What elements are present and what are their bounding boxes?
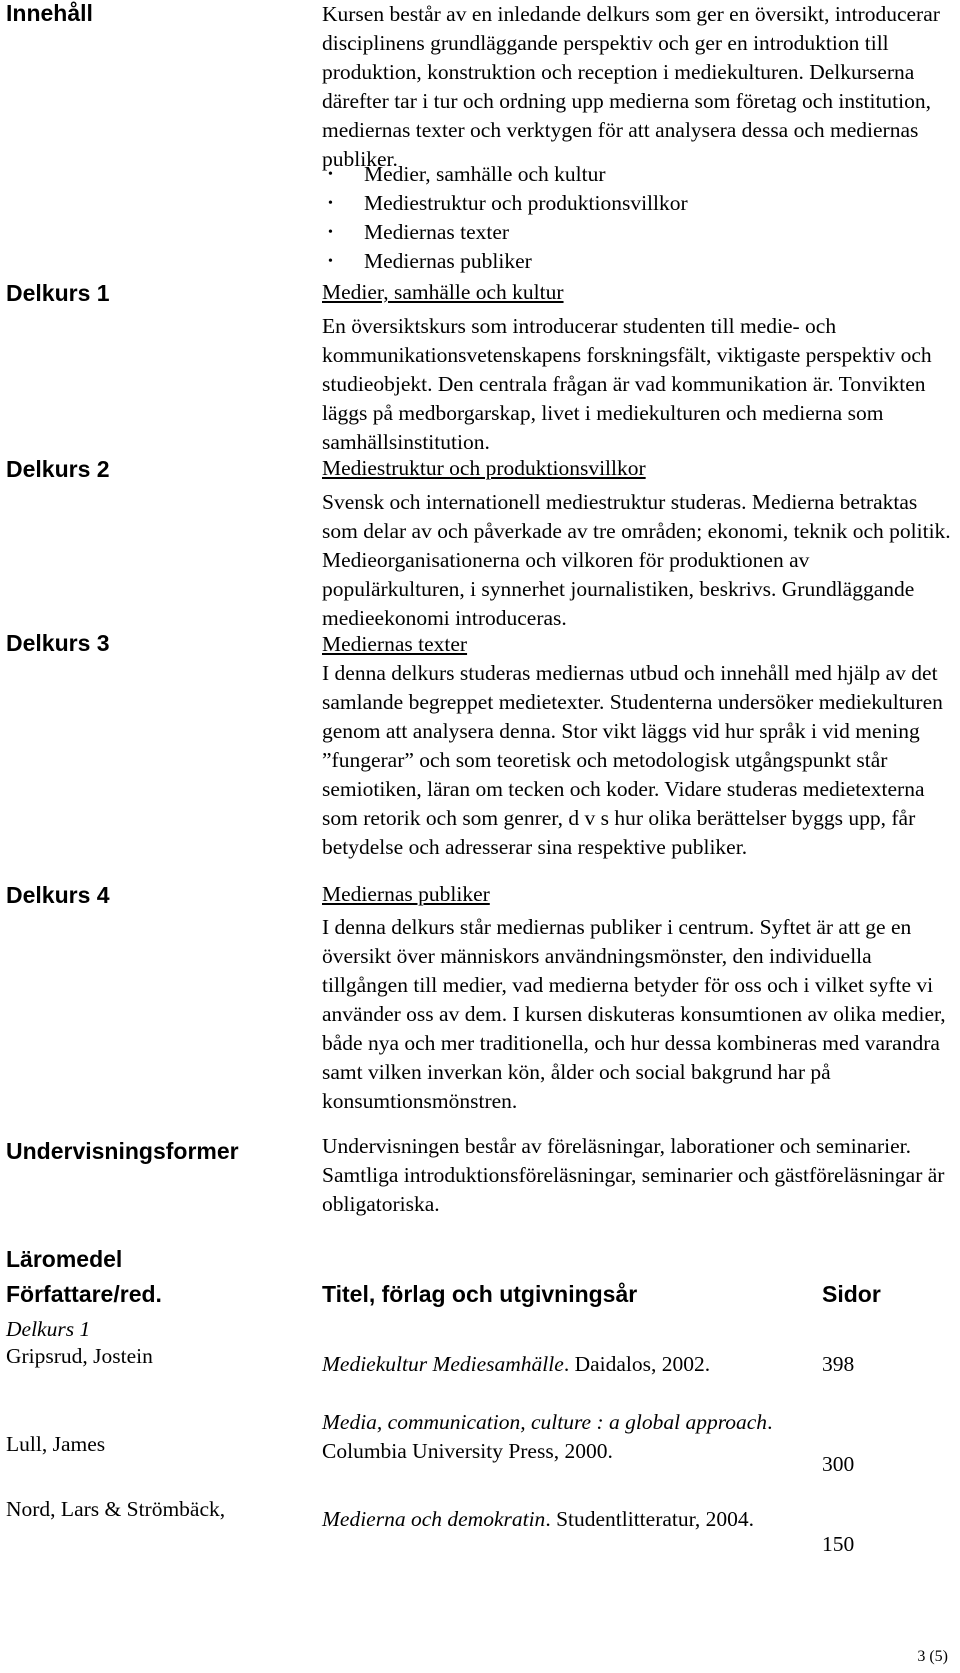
heading-delkurs-3: Delkurs 3 [6, 630, 110, 656]
col-author-header: Författare/red. [6, 1281, 162, 1307]
delkurs-2-text: Svensk och internationell mediestruktur studeras. Medierna betraktas som delar av och påverkade av tre områden; ekonomi, teknik och politik. Medieorganisationerna och vilkoren för produktionen av populärkulturen, i synnerhet journalistiken, beskrivs. Grundläggande medieekonomi introduceras. [322, 490, 951, 630]
heading-delkurs-1: Delkurs 1 [6, 280, 110, 306]
list-item: • Medier, samhälle och kultur [322, 160, 952, 189]
delkurs-1-title: Medier, samhälle och kultur [322, 280, 564, 304]
delkurs-3-title: Mediernas texter [322, 632, 468, 656]
intro-paragraph: Kursen består av en inledande delkurs som ger en översikt, introducerar disciplinens grundläggande perspektiv och ger en introduktion till produktion, konstruktion och reception i mediekulturen. Delkurserna därefter tar i tur och ordning upp medierna som företag och institution, mediernas texter och verktygen för att analysera dessa och mediernas publiker. [322, 2, 940, 171]
literature-group-label: Delkurs 1 [6, 1317, 91, 1341]
book-title: Media, communication, culture : a global approach [322, 1410, 768, 1434]
delkurs-1-text: En översiktskurs som introducerar studenten till medie- och kommunikationsvetenskapens forskningsfält, viktigaste perspektiv och studieobjekt. Den centrala frågan är vad kommunikation är. Tonvikten läggs på medborgarskap, livet i mediekulturen och medierna som samhällsinstitution. [322, 314, 932, 454]
delkurs-4-title: Mediernas publiker [322, 882, 490, 906]
literature-pages: 300 [822, 1452, 855, 1476]
literature-title [322, 1350, 812, 1379]
book-publisher: . Daidalos, 2002. [563, 1352, 711, 1376]
col-title-header: Titel, förlag och utgivningsår [322, 1281, 638, 1307]
literature-title [322, 1408, 812, 1466]
book-title: Mediekultur Mediesamhälle [322, 1352, 564, 1376]
book-publisher: . [767, 1410, 773, 1434]
list-item: • Mediernas publiker [322, 247, 952, 276]
literature-author: Lull, James [6, 1432, 106, 1456]
undervisning-text: Undervisningen består av föreläsningar, laborationer och seminarier. Samtliga introduktionsföreläsningar, seminarier och gästföreläsningar är obligatoriska. [322, 1134, 945, 1216]
literature-author: Gripsrud, Jostein [6, 1344, 153, 1368]
book-publisher-line-2: Columbia University Press, 2000. [322, 1439, 613, 1463]
delkurs-4-text: I denna delkurs står mediernas publiker i centrum. Syftet är att ge en översikt över människors användningsmönster, den individuella tillgången till medier, vad medierna betyder för oss och i vilket syfte vi använder oss av dem. I kursen diskuteras konsumtionen av olika medier, både nya och mer traditionella, och hur dessa kombineras med varandra samt vilken inverkan kön, ålder och social bakgrund har på konsumtionsmönstren. [322, 915, 946, 1113]
heading-delkurs-2: Delkurs 2 [6, 456, 110, 482]
heading-delkurs-4: Delkurs 4 [6, 882, 110, 908]
page-number: 3 (5) [917, 1648, 948, 1665]
book-title: Medierna och demokratin [322, 1507, 546, 1531]
delkurs-3-text: I denna delkurs studeras mediernas utbud och innehåll med hjälp av det samlande begreppet medietexter. Studenterna undersöker mediekulturen genom att analysera denna. Stor vikt läggs vid hur språk i vid mening ”fungerar” och som teoretisk och metodologisk utgångspunkt står semiotiken, läran om tecken och koder. Vidare studeras medietexterna som retorik och som genrer, d v s hur olika berättelser byggs upp, får betydelse och adresserar sina respektive publiker. [322, 661, 943, 859]
literature-pages: 398 [822, 1352, 855, 1376]
heading-innehall: Innehåll [6, 0, 93, 26]
literature-author: Nord, Lars & Strömbäck, [6, 1497, 226, 1521]
heading-laromedel: Läromedel [6, 1246, 123, 1272]
heading-undervisningsformer: Undervisningsformer [6, 1138, 239, 1164]
literature-pages: 150 [822, 1532, 855, 1556]
col-pages-header: Sidor [822, 1281, 881, 1307]
book-publisher: . Studentlitteratur, 2004. [545, 1507, 755, 1531]
list-item: • Mediernas texter [322, 218, 952, 247]
delkurs-2-title: Mediestruktur och produktionsvillkor [322, 456, 646, 480]
literature-title [322, 1505, 812, 1534]
delkurs-list [322, 160, 952, 276]
list-item: • Mediestruktur och produktionsvillkor [322, 189, 952, 218]
